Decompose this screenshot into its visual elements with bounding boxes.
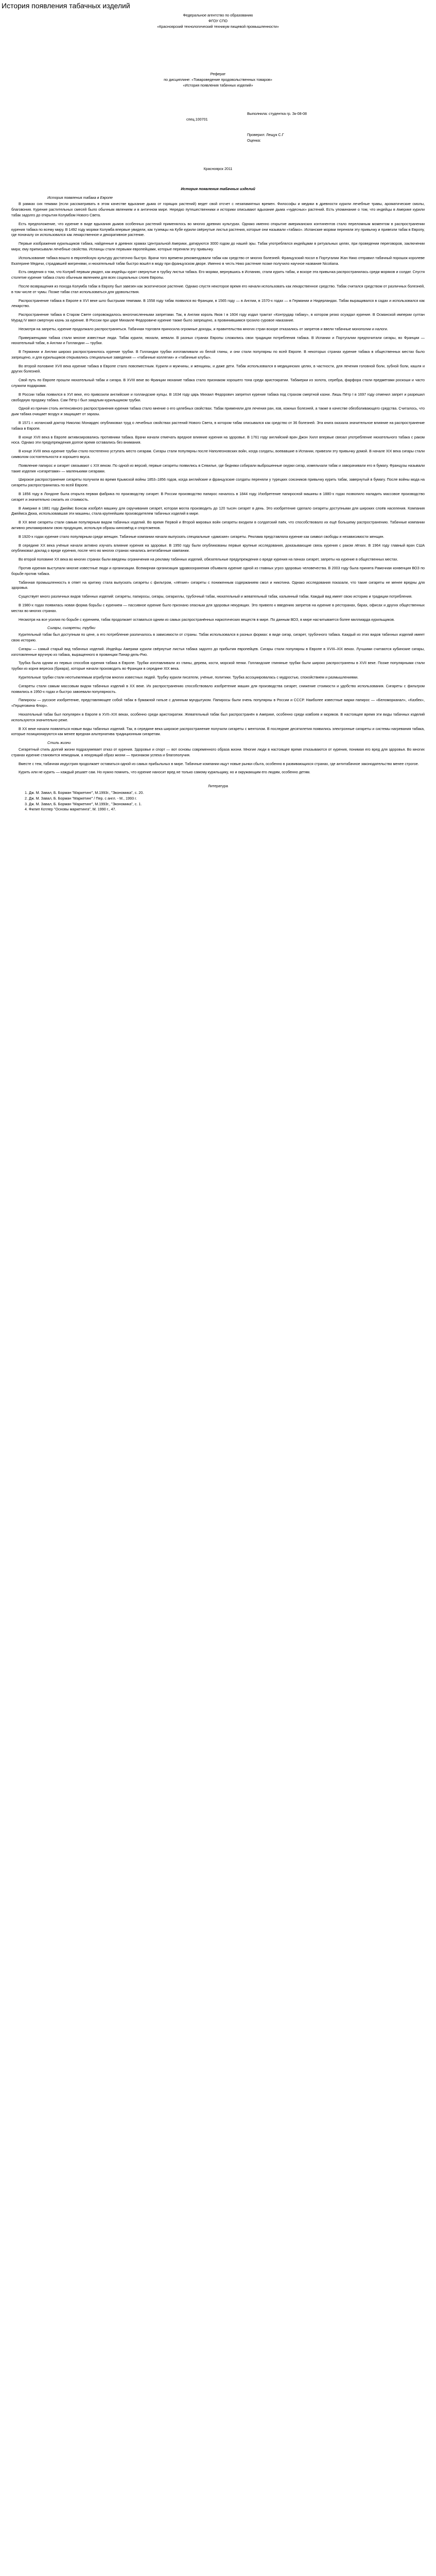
paragraph: Нюхательный табак был популярен в Европе в XVII–XIX веках, особенно среди аристократии. Жевательный табак был распространён в Америке, особенно среди ковбоев и моряков. В настоящее время эти виды табачных изделий используются значительно реже. [11,711,425,722]
paragraph: Сигаретный стиль долгий жизни подразумевает отказ от курения. Здоровье и спорт — вот основы современного образа жизни. Многие люди в настоящее время отказываются от курения, понимая его вред для здоровья. Во многих странах курение становится немодным, а некурящий образ жизни — признаком успеха и благополучия. [11,747,425,757]
section-paragraphs [11,747,425,775]
agency-name: Федеральное агентство по образованию [183,13,253,18]
document-title: История появления табачных изделий [2,2,130,10]
paragraph: Использование табака вошло в европейскую культуру достаточно быстро. Врачи того времени рекомендовали табак как средство от многих болезней. Французский посол в Португалии Жан Нико отправил табачный порошок королеве Екатерине Медичи, страдавшей мигренями, и нюхательный табак быстро вошёл в моду при французском дворе. Именно в честь Нико растение позже получило научное название Nicotiana. [11,255,425,266]
paragraph: Во второй половине XVII века курение табака в Европе стало повсеместным. Курили и мужчины, и женщины, и даже дети. Табак использовался в медицинских целях, в частности, для лечения головной боли, зубной боли, кашля и других болезней. [11,363,425,374]
paragraph: Во второй половине XX века во многих странах были введены ограничения на рекламу табачных изделий, обязательные предупреждения о вреде курения на пачках сигарет, запреты на курение в общественных местах. [19,557,398,562]
paragraph: Табачная промышленность в ответ на критику стала выпускать сигареты с фильтром, «лёгкие» сигареты с пониженным содержанием смол и никотина. Однако исследования показали, что такие сигареты не менее вредны для здоровья. [11,580,425,590]
paragraph: В Германии и Англии широко распространилось курение трубки. В Голландии трубки изготавливали из белой глины, и они стали популярны по всей Европе. В некоторых странах курение табака в общественных местах было запрещено, и для курильщиков открывались специальные заведения — «табачные коллегии» и «табачные клубы». [11,349,425,360]
document-body [0,10,436,812]
section-history [11,187,425,623]
paragraph: Распространение табака в Старом Свете сопровождалось многочисленными запретами. Так, в Англии король Яков I в 1604 году издал трактат «Контрудар табаку», в котором резко осуждал курение. В Османской империи султан Мурад IV ввел смертную казнь за курение. В России при царе Михаиле Федоровиче курение также было запрещено, а провинившимся грозило суровое наказание. [11,312,425,323]
paragraph: В конце XVIII века курение трубки стало постепенно уступать место сигарам. Сигары стали популярны после Наполеоновских войн, когда солдаты, воевавшие в Испании, привезли эту привычку домой. В начале XIX века сигары стали символом состоятельности и хорошего вкуса. [11,449,425,460]
city-year: Красноярск 2011 [203,166,233,171]
student-spec: спец.100701 [186,116,208,122]
literature-item: 2. Дж. М. Завал, Б. Борман "Маркетинг" / Пер. с англ. - М., 1993 г. [29,796,425,802]
paragraph: В XX веке сигареты стали самым популярным видом табачных изделий. Во время Первой и Второй мировых войн сигареты входили в солдатский паёк, что способствовало их ещё большему распространению. Табачные компании активно рекламировали свою продукцию, используя образы кинозвёзд и спортсменов. [11,520,425,531]
paragraph: В рамках сих темами (если рассматривать в этом качестве вдыхание дыма от горящих растений) ведет свой отсчет с незапамятных времен. Философы и медики в древности курили лечебные травы, ароматические смолы, благовония. Курение растительных смесей было обычным явлением и в античном мире. Нередко путешественники и историки описывают вдыхание дыма «чудесных» растений. Есть упоминание о том, что индейцы в Америке курили табак задолго до открытия Колумбом Нового Света. [11,201,425,217]
paragraph: Папиросы — русское изобретение, представляющее собой табак в бумажной гильзе с длинным мундштуком. Папиросы были очень популярны в России и СССР. Наиболее известные марки папирос — «Беломорканал», «Казбек», «Герцеговина Флор». [11,698,425,708]
literature-item: 4. Филип Котлер "Основы маркетинга", М. 1990 г., 47. [29,807,425,812]
paragraph: После возвращения из похода Колумба табак в Европу был завезен как экзотическое растение. Однако спустя некоторое время его начали использовать как лекарственное средство. Табак считался средством от различных болезней, в том числе от чумы. Позже табак стал использоваться для удовольствия. [11,283,425,294]
paragraph: В 1571 г. испанский доктор Николас Монардес опубликовал труд о лечебных свойствах растений Нового Света, в котором табак описывался как средство от 36 болезней. Эта книга оказала значительное влияние на распространение табака в Европе. [11,420,425,431]
paragraph: Сигареты стали самым массовым видом табачных изделий в XX веке. Их распространению способствовало изобретение машин для производства сигарет, снижение стоимости и удобство использования. Сигареты с фильтром появились в 1950-х годах и быстро завоевали популярность. [11,683,425,694]
paragraph: Курить или не курить — каждый решает сам. Но нужно помнить, что курение наносит вред не только самому курильщику, но и окружающим его людям, особенно детям. [19,770,310,775]
work-type: Реферат [210,72,226,77]
checker: Проверил: Лещук С.Г [247,132,284,138]
title-block [11,72,425,88]
paragraph: Курительный табак был доступным по цене, а его потребление различалось в зависимости от страны. Табак использовался в разных формах: в виде сигар, сигарет, трубочного табака. Каждый из этих видов табачных изделий имеет свою историю. [11,632,425,642]
paragraph: Есть сведения о том, что Колумб первым увидел, как индейцы курят свернутые в трубку листья табака. Его моряки, вернувшись в Испанию, стали курить табак, и вскоре эта привычка распространилась среди моряков и солдат. Спустя столетие курение табака стало обычным явлением для всех социальных слоев Европы. [11,269,425,280]
discipline: по дисциплине: «Товароведение продовольственных товаров» [164,77,272,82]
literature-item: 1. Дж. М. Завал, Б. Борман "Маркетинг", М.1993г., "Экономика", с. 20. [29,790,425,796]
paragraph: В России табак появился в XVI веке, его привозили английские и голландские купцы. В 1634 году царь Михаил Федорович запретил курение табака под страхом смертной казни. Лишь Пётр I в 1697 году отменил запрет и разрешил свободную продажу табака. Сам Пётр I был заядлым курильщиком трубки. [11,392,425,402]
literature-title: Литература [208,784,228,789]
literature-item: 3. Дж. М. Завал, Б. Борман "Маркетинг", М.1993г., "Экономика", с. 1. [29,802,425,807]
paragraph: В 1920-х годах курение стало популярным среди женщин. Табачные компании начали выпускать специальные «дамские» сигареты. Реклама представляла курение как символ свободы и независимости женщин. [19,534,385,539]
paragraph: Свой путь по Европе прошли нюхательный табак и сигара. В XVIII веке во Франции нюхание табака стало признаком хорошего тона среди аристократии. Табакерки из золота, серебра, фарфора стали предметами роскоши и часто служили подарками. [11,378,425,388]
paragraph: Первые изображения курильщиков табака, найденные в древних храмах Центральной Америки, датируются 3000 годом до нашей эры. Табак употреблялся индейцами в ритуальных целях, при проведении переговоров, заключении мира; ему приписывали лечебные свойства. Испанцы стали первыми европейцами, которые переняли эту привычку. [11,241,425,251]
paragraph: В конце XVII века в Европе активизировались противники табака. Врачи начали отмечать вредное влияние курения на здоровье. В 1761 году английский врач Джон Хилл впервые связал употребление нюхательного табака с раком носа. Однако эти предупреждения долгое время оставались без внимания. [11,434,425,445]
paragraph: Несмотря на запреты, курение продолжало распространяться. Табачная торговля приносила огромные доходы, и правительства многих стран вскоре отказались от запретов и ввели табачные монополии и налоги. [19,326,388,331]
title-page [11,13,425,29]
section-subheading: Стиль жизни [47,740,71,745]
paragraph: Вместе с тем, табачная индустрия продолжает оставаться одной из самых прибыльных в мире. Табачные компании ищут новые рынки сбыта, особенно в развивающихся странах, где антитабачное законодательство менее строгое. [19,761,419,766]
topic: «История появления табачных изделий» [183,82,253,88]
student-line: Выполнила: студентка гр. Зк-08-08 [247,111,307,116]
grade: Оценка: [247,138,261,143]
section-lifestyle [11,740,425,775]
paragraph: Одной из причин столь интенсивного распространения курения табака стало мнение о его целебных свойствах. Табак применяли для лечения ран, язв, кожных болезней, а также в качестве обезболивающего средства. Считалось, что дым табака очищает воздух и защищает от заразы. [11,406,425,417]
section-subheading: Сигары, сигареты, трубки [47,625,96,631]
paragraph: Появление папирос и сигарет связывают с XIX веком. По одной из версий, первые сигареты появились в Севилье, где бедняки собирали выброшенные окурки сигар, измельчали табак и заворачивали его в бумагу. Французы называли такие изделия «сигаретами» — маленькими сигарами. [11,463,425,473]
paragraph: Существует много различных видов табачных изделий: сигареты, папиросы, сигары, сигариллы, трубочный табак, нюхательный и жевательный табак, кальянный табак. Каждый вид имеет свою историю и традиции потребления. [19,594,412,599]
literature-section [11,784,425,812]
paragraph: Широкое распространение сигареты получили во время Крымской войны 1853–1856 годов, когда английские и французские солдаты переняли у турецких союзников привычку курить табак, завернутый в бумагу. После войны мода на сигареты распространилась по всей Европе. [11,477,425,488]
paragraph: Сигары — самый старый вид табачных изделий. Индейцы Америки курили свёрнутые листья табака задолго до прибытия европейцев. Сигары стали популярны в Европе в XVIII–XIX веках. Лучшими считаются кубинские сигары, изготовленные вручную из табака, выращенного в провинции Пинар-дель-Рио. [11,646,425,657]
section-heading: История появления табачных изделий [181,186,255,191]
paragraph: Несмотря на все усилия по борьбе с курением, табак продолжает оставаться одним из самых распространённых наркотических веществ в мире. По данным ВОЗ, в мире насчитывается более миллиарда курильщиков. [19,617,395,622]
paragraph: В середине XX века учёные начали активно изучать влияние курения на здоровье. В 1950 году были опубликованы первые крупные исследования, доказывающие связь курения с раком лёгких. В 1964 году главный врач США опубликовал доклад о вреде курения, после чего во многих странах начались антитабачные кампании. [11,543,425,553]
checker-block [247,132,425,144]
section-subheading: История появления табака в Европе [47,195,113,200]
paragraph: Курительные трубки стали неотъемлемым атрибутом многих известных людей. Трубку курили писатели, учёные, политики. Трубка ассоциировалась с мудростью, спокойствием и размышлениями. [19,674,359,680]
literature-list [11,790,425,812]
paragraph: Приверженцами табака стали многие известные люди. Табак курили, нюхали, жевали. В разных странах Европы сложились свои традиции потребления табака. В Испании и Португалии предпочитали сигары, во Франции — нюхательный табак, в Англии и Голландии — трубки. [11,335,425,346]
section-paragraphs [11,632,425,737]
paragraph: В Америке в 1881 году Джеймс Бонсак изобрёл машину для скручивания сигарет, которая могла производить до 120 тысяч сигарет в день. Это изобретение сделало сигареты доступными для широких слоёв населения. Компания Джеймса Дюка, использовавшая эти машины, стала крупнейшим производителем табачных изделий в мире. [11,505,425,516]
author-block [247,111,425,117]
paragraph: Трубка была одним из первых способов курения табака в Европе. Трубки изготавливали из глины, дерева, кости, морской пенки. Голландские глиняные трубки были широко распространены в XVII веке. Позже популярными стали трубки из корня вереска (бриара), которые начали производить во Франции в середине XIX века. [11,660,425,671]
paragraph: Против курения выступали многие известные люди и организации. Всемирная организация здравоохранения объявила курение одной из главных угроз здоровью человечества. В 2003 году была принята Рамочная конвенция ВОЗ по борьбе против табака. [11,566,425,576]
paragraph: Есть предположение, что курение в виде вдыхания дымов особенных растений применялось во многих древних культурах. Однако именно открытие американских континентов стало переломным моментом в распространении курения табака по всему миру. В 1492 году моряки Колумба впервые увидели, как туземцы на Кубе курили свёрнутые листья растения, которые они называли «табако». Испанские моряки переняли эту привычку и привезли табак в Европу, где поначалу он использовался как лекарственное и декоративное растение. [11,221,425,238]
section-paragraphs [11,201,425,622]
paragraph: В 1856 году в Лондоне была открыта первая фабрика по производству сигарет. В России производство папирос началось в 1844 году. Изобретение папиросной машины в 1880-х годах позволило наладить массовое производство сигарет и значительно снизить их стоимость. [11,492,425,502]
paragraph: В 1980-х годах появилась новая форма борьбы с курением — пассивное курение было признано опасным для здоровья некурящих. Это привело к введению запретов на курение в ресторанах, барах, офисах и других общественных местах во многих странах. [11,602,425,613]
school-full-name: «Красноярский технологический техникум пищевой промышленности» [157,24,279,29]
paragraph: В XX веке начали появляться новые виды табачных изделий. Так, в середине века широкое распространение получили сигареты с ментолом. В последние десятилетия появились электронные сигареты и системы нагревания табака, которые позиционируются как менее вредная альтернатива традиционным сигаретам. [11,726,425,737]
school-short-name: ФГОУ СПО [208,18,228,23]
author-spec-block [186,117,425,123]
section-cigars [11,625,425,737]
paragraph: Распространение табака в Европе в XVI веке шло быстрыми темпами. В 1558 году табак появился во Франции, в 1565 году — в Англии, в 1570-х годах — в Германии и Нидерландах. Табак выращивался в садах и использовался как лекарство. [11,298,425,309]
